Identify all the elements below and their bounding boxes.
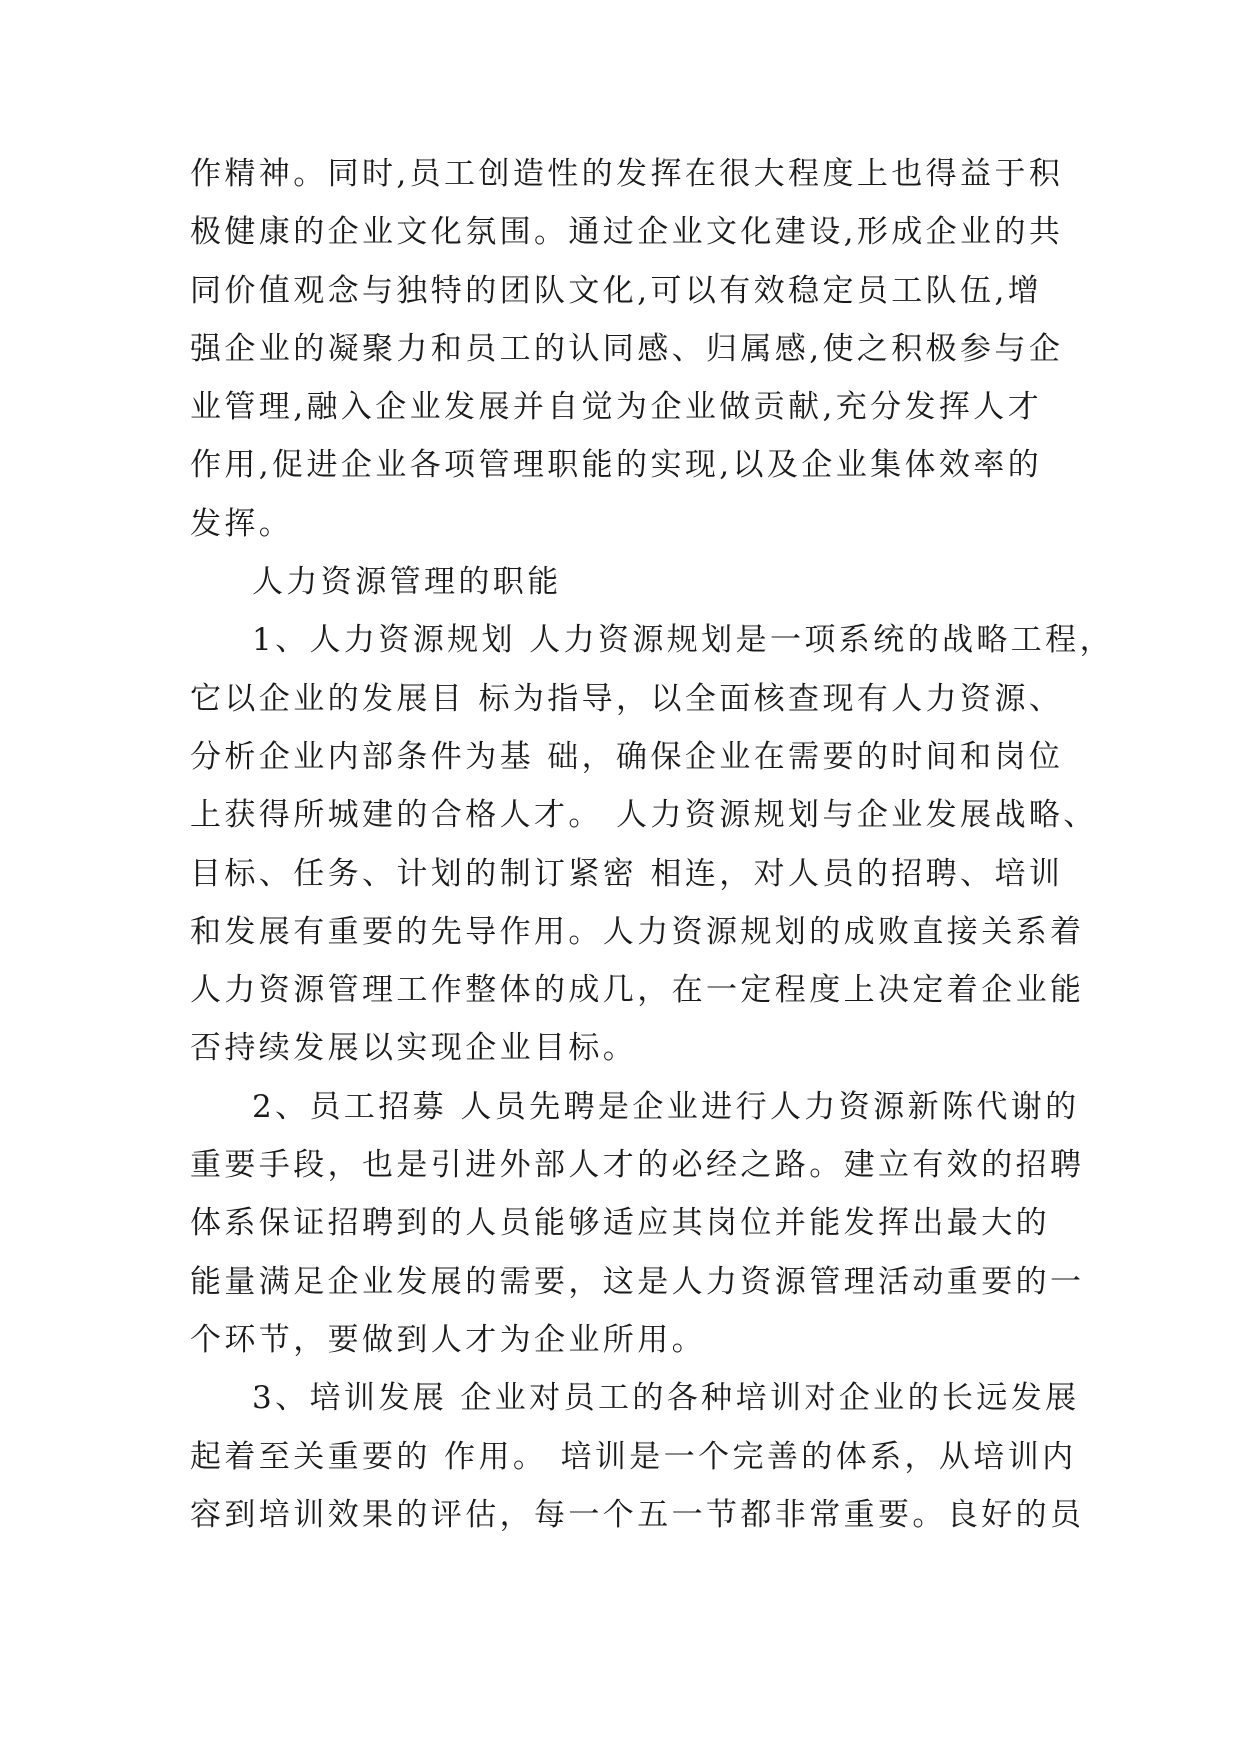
text-line: 起着至关重要的 作用。 培训是一个完善的体系，从培训内	[190, 1438, 1077, 1475]
text-line: 目标、任务、计划的制订紧密 相连，对人员的招聘、培训	[190, 855, 1064, 892]
text-line: 发挥。	[190, 505, 294, 542]
text-line: 同价值观念与独特的团队文化,可以有效稳定员工队伍,增	[190, 272, 1043, 309]
text-line: 业管理,融入企业发展并自觉为企业做贡献,充分发挥人才	[190, 389, 1043, 426]
section-heading: 人力资源管理的职能	[252, 564, 562, 601]
paragraph-first-line: 1、人力资源规划 人力资源规划是一项系统的战略工程，	[252, 622, 1114, 659]
text-line: 作精神。同时,员工创造性的发挥在很大程度上也得益于积	[190, 156, 1064, 192]
text-line: 重要手段，也是引进外部人才的必经之路。建立有效的招聘	[190, 1147, 1085, 1184]
text-line: 极健康的企业文化氛围。通过企业文化建设,形成企业的共	[190, 214, 1064, 251]
text-line: 分析企业内部条件为基 础，确保企业在需要的时间和岗位	[190, 738, 1064, 775]
text-line: 强企业的凝聚力和员工的认同感、归属感,使之积极参与企	[190, 330, 1064, 367]
text-line: 它以企业的发展目 标为指导，以全面核查现有人力资源、	[190, 680, 1064, 717]
text-line: 容到培训效果的评估，每一个五一节都非常重要。良好的员	[190, 1496, 1085, 1533]
text-line: 和发展有重要的先导作用。人力资源规划的成败直接关系着	[190, 913, 1085, 950]
text-line: 上获得所城建的合格人才。 人力资源规划与企业发展战略、	[190, 797, 1098, 834]
text-line: 作用,促进企业各项管理职能的实现,以及企业集体效率的	[190, 447, 1043, 484]
paragraph-first-line: 3、培训发展 企业对员工的各种培训对企业的长远发展	[252, 1380, 1080, 1417]
text-line: 个环节，要做到人才为企业所用。	[190, 1321, 706, 1358]
text-line: 能量满足企业发展的需要，这是人力资源管理活动重要的一	[190, 1263, 1085, 1300]
text-line: 体系保证招聘到的人员能够适应其岗位并能发挥出最大的	[190, 1205, 1050, 1242]
paragraph-first-line: 2、员工招募 人员先聘是企业进行人力资源新陈代谢的	[252, 1088, 1080, 1125]
body-text	[190, 145, 1114, 1544]
text-line: 人力资源管理工作整体的成几，在一定程度上决定着企业能	[190, 972, 1085, 1009]
text-line: 否持续发展以实现企业目标。	[190, 1030, 638, 1067]
